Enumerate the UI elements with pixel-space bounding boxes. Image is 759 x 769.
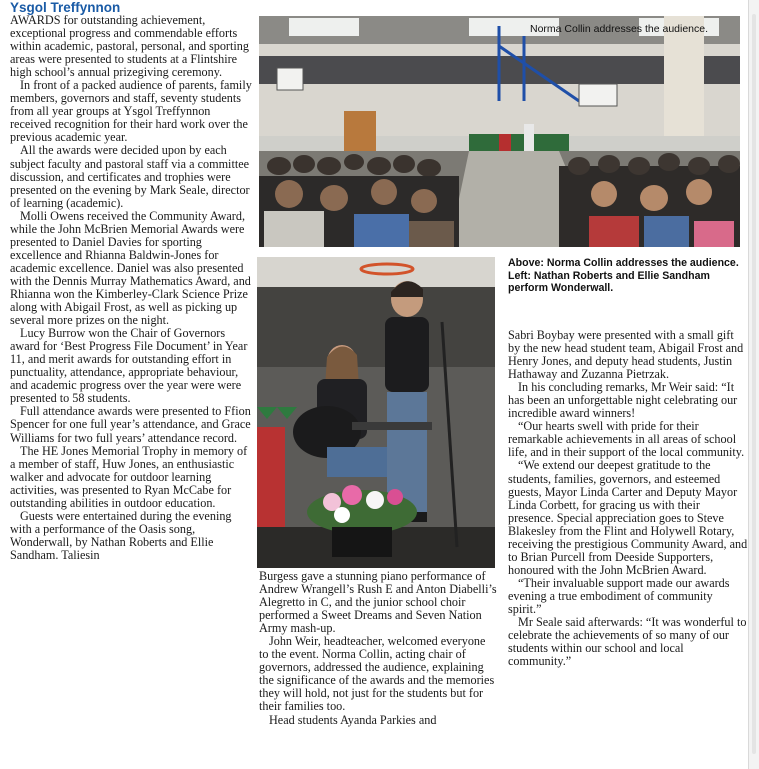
- audience-photo: [259, 16, 740, 247]
- viewer-scrollbar[interactable]: [748, 0, 759, 769]
- paragraph: In his concluding remarks, Mr Weir said: “It has been an unforgettable night celebrating our incredible award winners!: [508, 380, 738, 421]
- top-photo-overlay-caption: Norma Collin addresses the audience.: [530, 23, 709, 35]
- audience-photo-illustration: [259, 16, 740, 247]
- paragraph: AWARDS for outstanding achievement, exceptional progress and commendable efforts within academic, pastoral, personal, and sporting areas were presented to students at a Flintshire high school’s annual prizegiving ceremony.: [10, 13, 249, 80]
- caption-above: Above: Norma Collin addresses the audience.: [508, 257, 739, 269]
- paragraph: “Their invaluable support made our awards evening a true embodiment of community spirit.”: [508, 575, 730, 616]
- photo-caption: [508, 257, 748, 295]
- paragraph: Guests were entertained during the evening with a performance of the Oasis song, Wonderwall, by Nathan Roberts and Ellie Sandham. Taliesin: [10, 508, 232, 562]
- paragraph: Burgess gave a stunning piano performance of Andrew Wrangell’s Rush E and Anton Diabelli’s Alegretto in C, and the junior school choir performed a Sweet Dreams and Seven Nation Army mash-up.: [259, 569, 497, 636]
- performers-photo: [257, 257, 495, 568]
- paragraph: In front of a packed audience of parents, family members, governors and staff, seventy students from all year groups at Ysgol Treffynnon received recognition for their hard work over the previous academic year.: [10, 78, 252, 145]
- paragraph: John Weir, headteacher, welcomed everyone to the event. Norma Collin, acting chair of governors, addressed the audience, explaining the significance of the awards and the memories they will hold, not just for the students but for their families too.: [259, 634, 495, 714]
- article-column-2: [259, 570, 497, 727]
- article-column-3: [508, 329, 748, 668]
- paragraph: Molli Owens received the Community Award, while the John McBrien Memorial Awards were presented to Daniel Davies for sporting excellence and Rhianna Baldwin-Jones for academic excellence. Daniel was also presented with the Dennis Murray Mathematics Award, and Rhianna won the Kimberley-Clark Science Prize along with Abigail Frost, as well as picking up several more prizes on the night.: [10, 208, 251, 328]
- article-headline: Ysgol Treffynnon: [10, 0, 121, 15]
- paragraph: Mr Seale said afterwards: “It was wonderful to celebrate the achievements of so many of our students within our school and local community.”: [508, 615, 747, 669]
- paragraph: Lucy Burrow won the Chair of Governors award for ‘Best Progress File Document’ in Year 11, and merit awards for outstanding effort in punctuality, attendance, appropriate behaviour, and academic progress over the year were were presented to 58 students.: [10, 326, 248, 406]
- paragraph: “We extend our deepest gratitude to the students, families, governors, and esteemed guests, Mayor Linda Carter and Deputy Mayor Linda Corbett, for gracing us with their presence. Special appreciation goes to Steve Blakesley from the Flint and Holywell Rotary, receiving the prestigious Community Award, and to Brian Purcell from Deeside Supporters, honoured with the John McBrien Award.: [508, 458, 748, 577]
- caption-left: Left: Nathan Roberts and Ellie Sandham perform Wonderwall.: [508, 269, 710, 295]
- paragraph: Full attendance awards were presented to Ffion Spencer for one full year’s attendance, and Grace Williams for two full years’ attendance record.: [10, 404, 251, 445]
- performers-photo-illustration: [257, 257, 495, 568]
- paragraph: The HE Jones Memorial Trophy in memory of a member of staff, Huw Jones, an enthusiastic walker and advocate for outdoor learning activities, was presented to Ryan McCabe for outstanding abilities in outdoor education.: [10, 443, 248, 510]
- paragraph: Head students Ayanda Parkies and: [269, 712, 437, 727]
- paragraph: “Our hearts swell with pride for their remarkable achievements in all areas of school life, and in their support of the local community.: [508, 419, 745, 460]
- paragraph: Sabri Boybay were presented with a small gift by the new head student team, Abigail Frost and Henry Jones, and deputy head students, Justin Hathaway and Zuzanna Pietrzak.: [508, 328, 744, 382]
- paragraph: All the awards were decided upon by each subject faculty and pastoral staff via a committee discussion, and certificates and trophies were presented on the evening by Mark Seale, director of learning (academic).: [10, 143, 250, 210]
- article-column-1: [10, 14, 252, 562]
